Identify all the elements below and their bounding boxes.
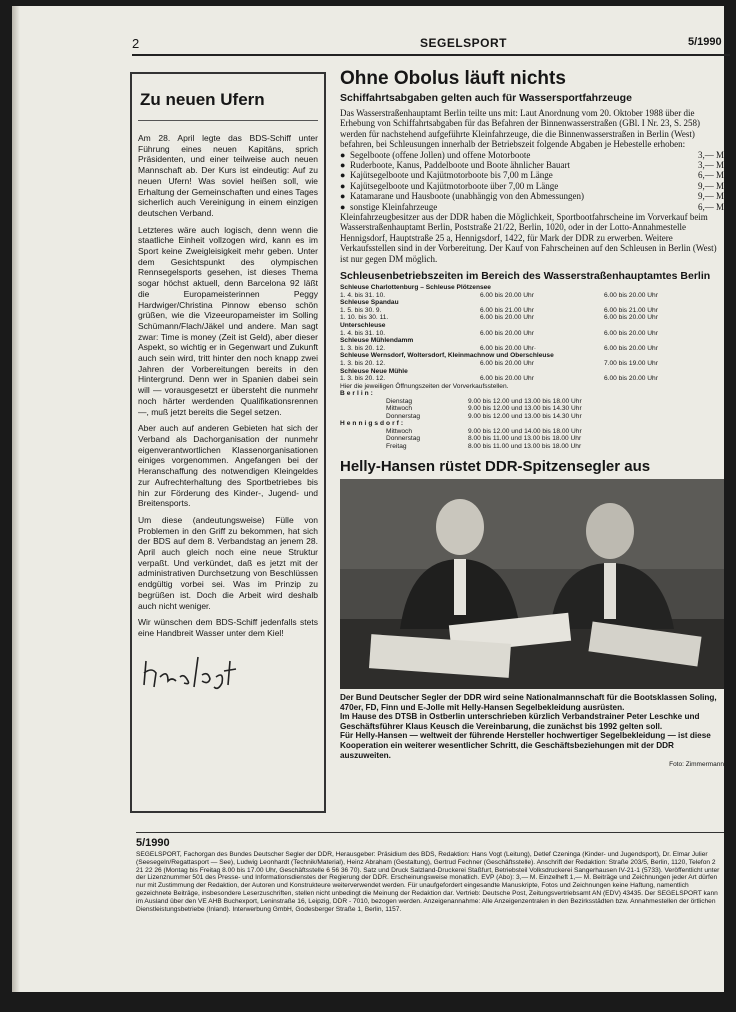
schedule-row: 1. 10. bis 30. 11. 6.00 bis 20.00 Uhr 6.00 bis 20.00 Uhr (340, 314, 658, 322)
photo-caption: Für Helly-Hansen — weltweit der führende Hersteller hochwertiger Segelbekleidung — ist diese Kooperation ein weiterer wesentlicher Schritt, die Geschäftsbeziehungen mit der DDR auszuweiten. (340, 731, 711, 760)
book-spine-shadow (12, 6, 20, 992)
schedule-row: 1. 4. bis 31. 10. 6.00 bis 20.00 Uhr 6.00 bis 20.00 Uhr (340, 291, 658, 299)
schedule-row: 1. 5. bis 30. 9. 6.00 bis 21.00 Uhr 6.00 bis 21.00 Uhr (340, 306, 658, 314)
helly-hansen-title: Helly-Hansen rüstet DDR-Spitzensegler aus (340, 458, 651, 476)
header-rule (132, 54, 730, 56)
page-header (132, 32, 732, 54)
issue-number: 5/1990 (688, 36, 722, 48)
magazine-title: SEGELSPORT (420, 36, 508, 50)
lock-name: Schleuse Neue Mühle (340, 367, 408, 375)
handwritten-signature (138, 647, 318, 695)
presale-place: Berlin: (340, 390, 375, 398)
schedule-row: 1. 4. bis 31. 10. 6.00 bis 20.00 Uhr 6.00 bis 20.00 Uhr (340, 329, 658, 337)
presale-note: Hier die jeweiligen Öffnungszeiten der Vorverkaufsstellen. (340, 382, 509, 390)
lock-schedule (340, 284, 724, 450)
presale-hours: Mittwoch 9.00 bis 12.00 und 14.00 bis 18.00 Uhr Donnerstag 8.00 bis 11.00 und 13.00 bis 18.00 Uhr Freitag 8.00 bis 11.00 und 13.00 bis 18.00 Uhr (386, 427, 582, 450)
schedule-row: 1. 3. bis 20. 12. 6.00 bis 20.00 Uhr 7.00 bis 19.00 Uhr (340, 360, 658, 368)
right-column (340, 68, 724, 768)
presale-hours: Dienstag 9.00 bis 12.00 und 13.00 bis 18.00 Uhr Mittwoch 9.00 bis 12.00 und 13.00 bis 14.30 Uhr Donnerstag 9.00 bis 12.00 und 13.00 bis 14.30 Uhr (386, 398, 582, 420)
editorial-paragraph: Um diese (andeutungsweise) Fülle von Problemen in den Griff zu bekommen, hat sich der BDS auf dem 8. Verbandstag an jenem 28. April auch gleich noch eine neue Struktur verpaßt. Und verkündet, daß es jetzt mit der administrativen Durchsetzung von Beschlüssen endgültig vorbei sei. Was im Prinzip zu begrüßen ist. Doch die Arbeit wird deshalb auch nicht weniger. (138, 514, 318, 611)
editorial-paragraph: Wir wünschen dem BDS-Schiff jedenfalls stets eine Handbreit Wasser unter dem Kiel! (138, 617, 318, 638)
imprint-text: SEGELSPORT, Fachorgan des Bundes Deutscher Segler der DDR, Herausgeber: Präsidium des BDS, Redaktion: Hans Vogt (Leitung), Detlef Czeninga (Kinder- und Jugendsport), Dr. Elmar Julier (Seesegeln/Regattasport — See), Ludwig Leonhardt (Technik/Material), Heinz Abraham (Gestaltung), Gertrud Fechner (Geschäftsstelle). Anschrift der Redaktion: Straße 203/5, Berlin, 1120, Telefon 2 21 22 26 (Montag bis Freitag 8.00 bis 17.00 Uhr, Geschäftsstelle 6 56 36 70). Satz und Druck Salzland-Druckerei Staßfurt, Betriebsteil Volksdruckerei Sangerhausen IV-21-1 (5733). Veröffentlicht unter der Lizenznummer 501 des Presse- und Informationsdienstes der Regierung der DDR. Erscheinungsweise monatlich. EVP (Abo): 3,— M. Einzelheft 1,— M. Beiträge und Zeichnungen jeder Art dürfen nur mit Zustimmung der Redaktion, der Autoren und Konstrukteure weiterverwendet werden. Für unaufgefordert eingesandte Manuskripte, Fotos und Zeichnungen keine Haftung, namentlich gezeichnete Beiträge, insbesondere Leserzuschriften, stellen nicht unbedingt die Meinung der Redaktion dar. Vertrieb: Deutsche Post, Zeitungsvertriebsamt AN (EDV) 43435. Der SEGELSPORT kann im Ausland über den VE AHB Buchexport, Leninstraße 16, Leipzig, DDR - 7010, bezogen werden. Anzeigenannahme: Alle Anzeigenzentralen in den Bezirksstädten bzw. Annahmestellen der örtlichen Dienstleistungsbetriebe (Inland). Interwerbung GmbH, Godesberger Straße 1, Berlin, 1157. (136, 851, 720, 913)
lock-name: Schleuse Charlottenburg – Schleuse Plötzensee (340, 284, 491, 292)
editorial-rule (138, 120, 318, 121)
presale-place: Hennigsdorf: (340, 420, 406, 428)
article-title: Ohne Obolus läuft nichts (340, 68, 566, 89)
photo-caption: Der Bund Deutscher Segler der DDR wird seine Nationalmannschaft für die Bootsklassen Soling, 470er, FD, Finn und E-Jolle mit Helly-Hansen Segelbekleidung ausrüsten. (340, 693, 717, 712)
fee-list (340, 150, 724, 212)
imprint-rule (136, 832, 724, 833)
editorial-title: Zu neuen Ufern (140, 90, 265, 109)
fee-item: ● Kajütsegelboote und Kajütmotorboote über 7,00 m Länge 9,— M (340, 180, 725, 191)
editorial-paragraph: Aber auch auf anderen Gebieten hat sich der Verband als Dachorganisation der nunmehr eigenverantwortlichen Klassenorganisationen einiges vorgenommen. Angefangen bei der Heranschaffung des notwendigen Kleingeldes zur Aufrechterhaltung des Sportbetriebes bis hin zur Förderung des Kinder-, Jugend- und Breitensports. (138, 423, 318, 509)
fee-item: ● sonstige Kleinfahrzeuge 6,— M (340, 201, 725, 212)
article-outro: Kleinfahrzeugbesitzer aus der DDR haben die Möglichkeit, Sportbootfahrscheine im Vorverkauf beim Wasserstraßenhauptamt Berlin, Poststraße 21/22, Berlin, 1020, oder in der Lotto-Annahmestelle Hennigsdorf, Hauptstraße 25 a, Hennigsdorf, 1422, für Mark der DDR zu erwerben. Weitere Verkaufsstellen sind in der Vorbereitung. Der Kauf von Fahrscheinen auf den Schleusen in Berlin (West) ist nur gegen DM möglich. (340, 212, 717, 264)
imprint (136, 832, 724, 913)
page-number: 2 (132, 36, 140, 51)
lock-name: Unterschleuse (340, 322, 386, 330)
lock-name: Schleuse Wernsdorf, Woltersdorf, Kleinmachnow und Oberschleuse (340, 352, 554, 360)
lock-name: Schleuse Spandau (340, 299, 399, 307)
article-subtitle: Schiffahrtsabgaben gelten auch für Wassersportfahrzeuge (340, 92, 632, 104)
fee-item: ● Kajütsegelboote und Kajütmotorboote bis 7,00 m Länge 6,— M (340, 170, 725, 181)
imprint-issue: 5/1990 (136, 837, 170, 849)
editorial-box (130, 72, 326, 813)
editorial-paragraph: Letzteres wäre auch logisch, denn wenn die staatliche Einheit vollzogen wird, kann es im Sport keine Zweigleisigkeit mehr geben. Unter dem Gesichtspunkt des olympischen Rennsegelsports gesehen, ist dieses Thema sogar höchst aktuell, denn Barcelona 92 läßt die Europameisterinnen Peggy Hardwiger/Christina Pinnow ebenso schön grüßen, wie die Vizeeuropameister im Solling Schümann/Flach/Jäkel und andere. Man sagt zwar: Time is money (Zeit ist Geld), aber dieser Aspekt, so wichtig er in Gegenwart und Zukunft auch sein wird, tritt hinter den noch knapp zwei Jahren der Vorbereitungen bereits in den Hintergrund. Denn wer in Spanien dabei sein will — vorausgesetzt er übersteht die nunmehr noch härter werdenden Qualifikationsrennen —, muß jetzt bereits die Segel setzen. (138, 224, 318, 417)
photo-credit: Foto: Zimmermann (669, 761, 724, 769)
fee-item: ● Ruderboote, Kanus, Paddelboote und Boote ähnlicher Bauart 3,— M (340, 160, 725, 171)
schedule-row: 1. 3. bis 20. 12. 6.00 bis 20.00 Uhr 6.00 bis 20.00 Uhr (340, 375, 658, 383)
signing-photo (340, 479, 724, 689)
schedule-row: 1. 3. bis 20. 12. 6.00 bis 20.00 Uhr· 6.00 bis 20.00 Uhr (340, 344, 658, 352)
editorial-paragraph: Am 28. April legte das BDS-Schiff unter Führung eines neuen Kapitäns, sprich Präsidenten, und einer teilweise auch neuen Mannschaft ab. Der Kurs ist eindeutig: Auf zu neuen Ufern! Was soviel heißen soll, wie Erhaltung der Gemeinschaften und eines Tages sicherlich auch Vereinigung in einem einzigen deutschen Verband. (138, 133, 318, 218)
photo-caption: Im Hause des DTSB in Ostberlin unterschrieben kürzlich Verbandstrainer Peter Leschke und Geschäftsführer Klaus Keusch die Vereinbarung, die zunächst bis 1992 gelten soll. (340, 712, 700, 731)
fee-item: ● Katamarane und Hausboote (unabhängig von den Abmessungen) 9,— M (340, 191, 725, 202)
article-intro: Das Wasserstraßenhauptamt Berlin teilte uns mit: Laut Anordnung vom 20. Oktober 1988 über die Erhebung von Schiffahrtsabgaben für das Befahren der Binnenwasserstraßen (GBl. I Nr. 23, S. 258) werden für nachstehend aufgeführte Kleinfahrzeuge, die die Binnenwasserstraßen in Berlin (West) befahren, bei Schleusungen innerhalb der Betriebszeit folgende Abgaben je Hebestelle erhoben: (340, 108, 700, 150)
fee-item: ● Segelboote (offene Jollen) und offene Motorboote 3,— M (340, 149, 725, 160)
schedule-title: Schleusenbetriebszeiten im Bereich des Wasserstraßenhauptamtes Berlin (340, 270, 711, 283)
lock-name: Schleuse Mühlendamm (340, 337, 414, 345)
